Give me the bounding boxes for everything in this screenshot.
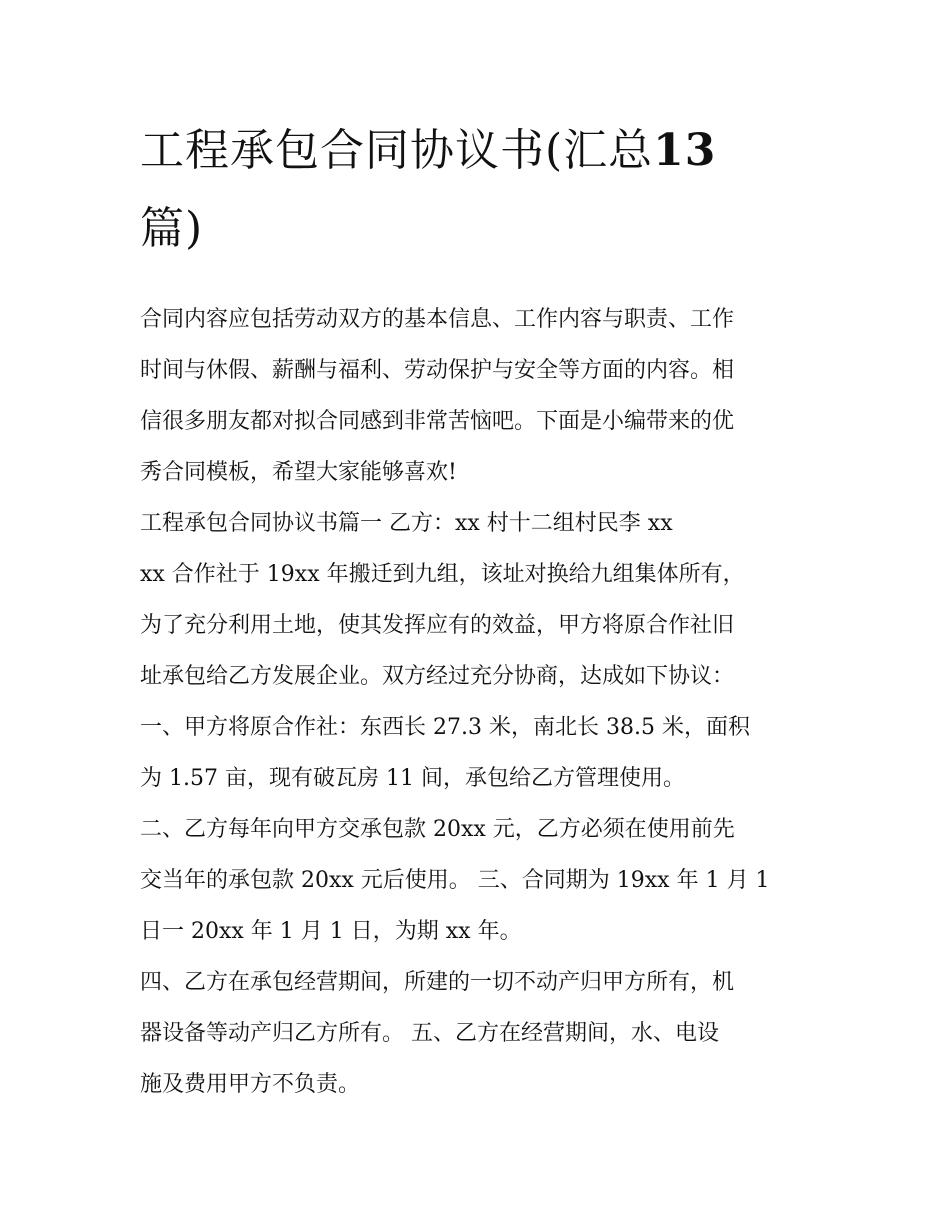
title-text: 工程承包合同协议书(汇总	[140, 125, 654, 176]
body-line: 施及费用甲方不负责。	[140, 1072, 361, 1097]
body-line: 器设备等动产归乙方所有。 五、乙方在经营期间，水、电设	[140, 1021, 719, 1046]
body-line: 一、甲方将原合作社：东西长 27.3 米，南北长 38.5 米，面积	[140, 715, 750, 740]
body-line: 交当年的承包款 20xx 元后使用。 三、合同期为 19xx 年 1 月 1	[140, 868, 770, 893]
document-body	[140, 294, 820, 1110]
title-number: 13	[653, 125, 717, 176]
document-title	[140, 112, 820, 268]
body-line: 四、乙方在承包经营期间，所建的一切不动产归甲方所有，机	[140, 970, 735, 995]
body-line: xx 合作社于 19xx 年搬迁到九组，该址对换给九组集体所有，	[140, 562, 745, 587]
body-line: 工程承包合同协议书篇一 乙方：xx 村十二组村民李 xx	[140, 511, 673, 536]
body-line: 日一 20xx 年 1 月 1 日，为期 xx 年。	[140, 919, 522, 944]
body-line: 为 1.57 亩，现有破瓦房 11 间，承包给乙方管理使用。	[140, 766, 685, 791]
body-line: 为了充分利用土地，使其发挥应有的效益，甲方将原合作社旧	[140, 613, 735, 638]
body-line: 址承包给乙方发展企业。双方经过充分协商，达成如下协议：	[140, 664, 735, 689]
title-text-continued: 篇)	[140, 203, 204, 254]
body-line: 时间与休假、薪酬与福利、劳动保护与安全等方面的内容。相	[140, 358, 735, 383]
document-page	[140, 112, 820, 1110]
body-line: 信很多朋友都对拟合同感到非常苦恼吧。下面是小编带来的优	[140, 409, 735, 434]
body-line: 合同内容应包括劳动双方的基本信息、工作内容与职责、工作	[140, 307, 735, 332]
body-line: 二、乙方每年向甲方交承包款 20xx 元，乙方必须在使用前先	[140, 817, 735, 842]
body-line: 秀合同模板，希望大家能够喜欢!	[140, 460, 457, 485]
